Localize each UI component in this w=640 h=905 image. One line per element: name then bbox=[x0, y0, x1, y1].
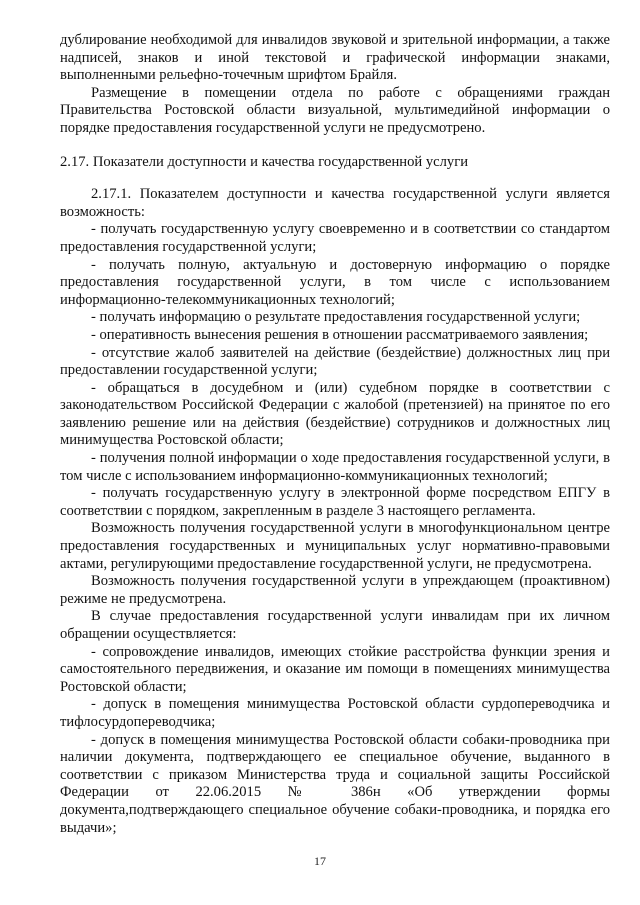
list-item: - отсутствие жалоб заявителей на действие (бездействие) должностных лиц при предоставлении государственной услуги; bbox=[60, 344, 610, 379]
paragraph: Возможность получения государственной услуги в многофункциональном центре предоставления государственных и муниципальных услуг нормативно-правовыми актами, регулирующими предоставление государственной услуги, не предусмотрена. bbox=[60, 520, 610, 572]
section-heading: 2.17. Показатели доступности и качества государственной услуги bbox=[60, 153, 469, 170]
list-item: - допуск в помещения минимущества Ростовской области собаки-проводника при наличии документа, подтверждающего ее специальное обучение, выданного в соответствии с приказом Министерства труда и социальной защиты Российской Федерации от 22.06.2015 № 386н «Об утверждении формы документа,подтверждающего специальное обучение собаки-проводника, и порядка его выдачи»; bbox=[60, 731, 610, 836]
paragraph: В случае предоставления государственной услуги инвалидам при их личном обращении осуществляется: bbox=[60, 608, 610, 642]
list-item: - сопровождение инвалидов, имеющих стойкие расстройства функции зрения и самостоятельного передвижения, и оказание им помощи в помещениях минимущества Ростовской области; bbox=[60, 643, 610, 695]
list-item: - оперативность вынесения решения в отношении рассматриваемого заявления; bbox=[91, 326, 589, 343]
list-item: - обращаться в досудебном и (или) судебном порядке в соответствии с законодательством Российской Федерации с жалобой (претензией) на принятое по его заявлению решение или на действия (бездействие) сотрудников и должностных лиц минимущества Ростовской области; bbox=[60, 379, 610, 449]
list-item: - получать информацию о результате предоставления государственной услуги; bbox=[91, 309, 581, 326]
paragraph: 2.17.1. Показателем доступности и качества государственной услуги является возможность: bbox=[60, 186, 610, 220]
list-item: - получать полную, актуальную и достоверную информацию о порядке предоставления государственной услуги, в том числе с использованием информационно-телекоммуникационных технологий; bbox=[60, 256, 610, 308]
paragraph: Возможность получения государственной услуги в упреждающем (проактивном) режиме не предусмотрена. bbox=[60, 573, 610, 607]
paragraph: дублирование необходимой для инвалидов звуковой и зрительной информации, а также надписей, знаков и иной текстовой и графической информации знаками, выполненными рельефно-точечным шрифтом Брайля. bbox=[60, 32, 610, 84]
document-page bbox=[60, 32, 610, 837]
paragraph: Размещение в помещении отдела по работе с обращениями граждан Правительства Ростовской области визуальной, мультимедийной информации о порядке предоставления государственной услуги не предусмотрено. bbox=[60, 84, 610, 136]
list-item: - получать государственную услугу своевременно и в соответствии со стандартом предоставления государственной услуги; bbox=[60, 221, 610, 255]
list-item: - допуск в помещения минимущества Ростовской области сурдопереводчика и тифлосурдопереводчика; bbox=[60, 696, 610, 730]
list-item: - получения полной информации о ходе предоставления государственной услуги, в том числе с использованием информационно-коммуникационных технологий; bbox=[60, 450, 610, 484]
list-item: - получать государственную услугу в электронной форме посредством ЕПГУ в соответствии с порядком, закрепленным в разделе 3 настоящего регламента. bbox=[60, 485, 610, 519]
page-number: 17 bbox=[314, 854, 326, 868]
